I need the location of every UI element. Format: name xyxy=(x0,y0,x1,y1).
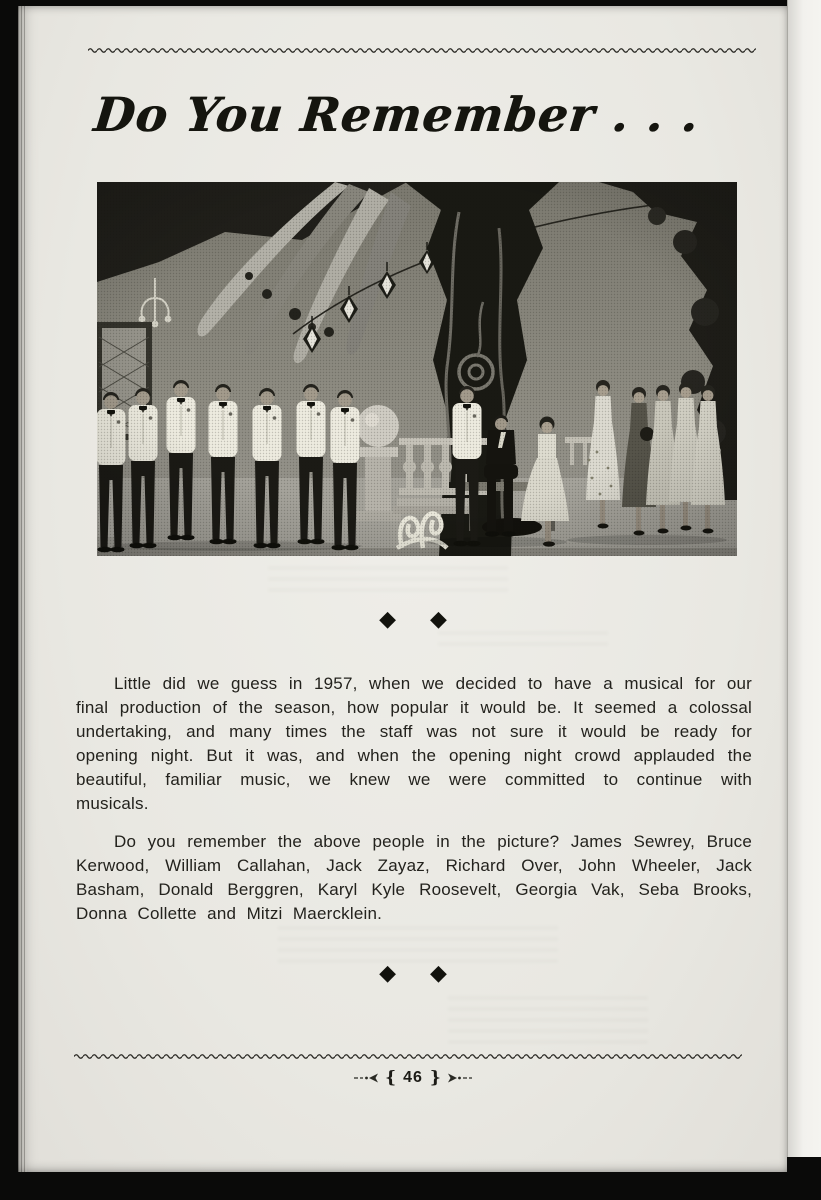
stage-photo xyxy=(97,182,737,556)
page-number: 46 xyxy=(403,1069,423,1086)
folio-brace-left: { xyxy=(385,1068,397,1088)
diamond-icon: ◆ xyxy=(379,960,396,985)
paragraph-musical-history: Little did we guess in 1957, when we decided to have a musical for our final production of the season, how popular it would be. It seemed a colossal undertaking, and many times the staff was not sure it would be ready for opening night. But it was, and when the opening night crowd applauded the beautiful, familiar music, we knew we were committed to continue with musicals. xyxy=(76,674,752,813)
body-text xyxy=(76,672,752,940)
book-page xyxy=(18,6,787,1172)
folio-brace-right: } xyxy=(429,1068,441,1088)
diamond-divider-bottom xyxy=(75,962,751,984)
next-page-edge xyxy=(787,0,821,1157)
show-through-smudge xyxy=(268,566,508,596)
diamond-icon: ◆ xyxy=(430,960,447,985)
folio xyxy=(75,1068,751,1088)
top-wavy-rule xyxy=(88,46,756,55)
paragraph-cast-names: Do you remember the above people in the picture? James Sewrey, Bruce Kerwood, William Callahan, Jack Zayaz, Richard Over, John Wheeler, Jack Basham, Donald Berggren, Karyl Kyle Roosevelt, Georgia Vak, Seba Brooks, Donna Collette and Mitzi Maercklein. xyxy=(76,832,752,923)
page-title: Do You Remember . . . xyxy=(91,88,702,143)
photo-vignette xyxy=(97,182,737,556)
folio-ornament-right-icon xyxy=(446,1072,472,1084)
diamond-icon: ◆ xyxy=(430,606,447,631)
show-through-smudge xyxy=(438,631,608,651)
bottom-wavy-rule xyxy=(74,1052,742,1061)
show-through-smudge xyxy=(448,996,648,1046)
page-edge-stack xyxy=(18,6,27,1172)
diamond-icon: ◆ xyxy=(379,606,396,631)
folio-ornament-left-icon xyxy=(354,1072,380,1084)
diamond-divider-top xyxy=(75,608,751,630)
